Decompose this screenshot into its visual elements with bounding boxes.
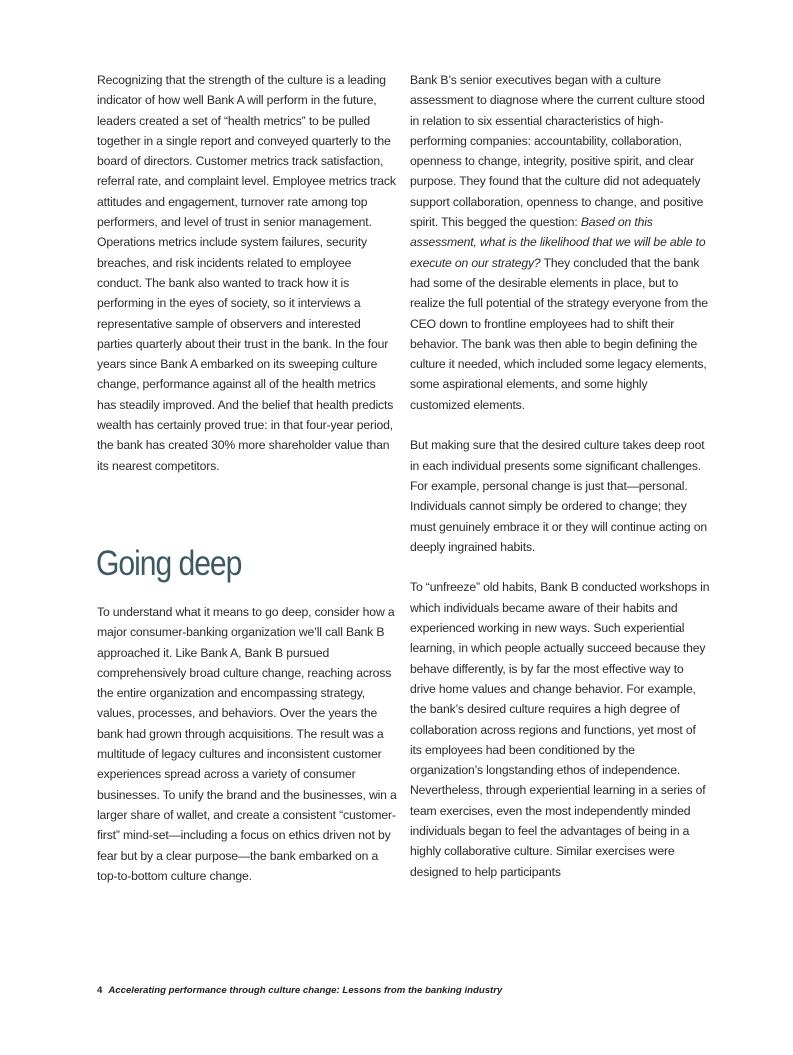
body-paragraph: To “unfreeze” old habits, Bank B conducted workshops in which individuals became aware of their habits and experienced working in new ways. Such experiential learning, in which people actually succeed because they behave differently, is by far the most effective way to drive home values and change behavior. For example, the bank’s desired culture requires a high degree of collaboration across regions and functions, yet most of its employees had been conditioned by the organization’s longstanding ethos of independence. Nevertheless, through experiential learning in a series of team exercises, even the most independently minded individuals began to feel the advantages of being in a highly collaborative culture. Similar exercises were designed to help participants (410, 580, 710, 879)
paragraph-text: Bank B’s senior executives began with a culture assessment to diagnose where the current culture stood in relation to six essential characteristics of high-performing companies: accountability, collaboration, openness to change, integrity, positive spirit, and clear purpose. They found that the culture did not adequately support collaboration, openness to change, and positive spirit. This begged the question: (410, 73, 705, 230)
page-number: 4 (97, 985, 103, 996)
left-column-upper (97, 70, 397, 476)
right-column (410, 70, 710, 882)
section-heading: Going deep (96, 544, 242, 583)
italic-question: Based on this assessment, what is the likelihood that we will be able to execute on our strategy? (410, 215, 706, 270)
footer-title: Accelerating performance through culture change: Lessons from the banking industry (108, 985, 503, 996)
body-paragraph: But making sure that the desired culture takes deep root in each individual presents some significant challenges. For example, personal change is just that—personal. Individuals cannot simply be ordered to change; they must genuinely embrace it or they will continue acting on deeply ingrained habits. (410, 438, 707, 554)
left-column-lower (97, 602, 397, 886)
paragraph-text: They concluded that the bank had some of the desirable elements in place, but to realize the full potential of the strategy everyone from the CEO down to frontline employees had to shift their behavior. The bank was then able to begin defining the culture it needed, which included some legacy elements, some aspirational elements, and some highly customized elements. (410, 255, 708, 412)
body-paragraph: To understand what it means to go deep, consider how a major consumer-banking organization we’ll call Bank B approached it. Like Bank A, Bank B pursued comprehensively broad culture change, reaching across the entire organization and encompassing strategy, values, processes, and behaviors. Over the years the bank had grown through acquisitions. The result was a multitude of legacy cultures and inconsistent customer experiences spread across a variety of consumer businesses. To unify the brand and the businesses, win a larger share of wallet, and create a consistent “customer-first” mind-set—including a focus on ethics driven not by fear but by a clear purpose—the bank embarked on a top-to-bottom culture change. (97, 605, 397, 883)
body-paragraph: Recognizing that the strength of the culture is a leading indicator of how well Bank A will perform in the future, leaders created a set of “health metrics” to be pulled together in a single report and conveyed quarterly to the board of directors. Customer metrics track satisfaction, referral rate, and complaint level. Employee metrics track attitudes and engagement, turnover rate among top performers, and level of trust in senior management. Operations metrics include system failures, security breaches, and risk incidents related to employee conduct. The bank also wanted to track how it is performing in the eyes of society, so it interviews a representative sample of observers and interested parties quarterly about their trust in the bank. In the four years since Bank A embarked on its sweeping culture change, performance against all of the health metrics has steadily improved. And the belief that health predicts wealth has certainly proved true: in that four-year period, the bank has created 30% more shareholder value than its nearest competitors. (97, 73, 396, 473)
body-paragraph (410, 70, 710, 415)
page-footer (97, 984, 502, 998)
